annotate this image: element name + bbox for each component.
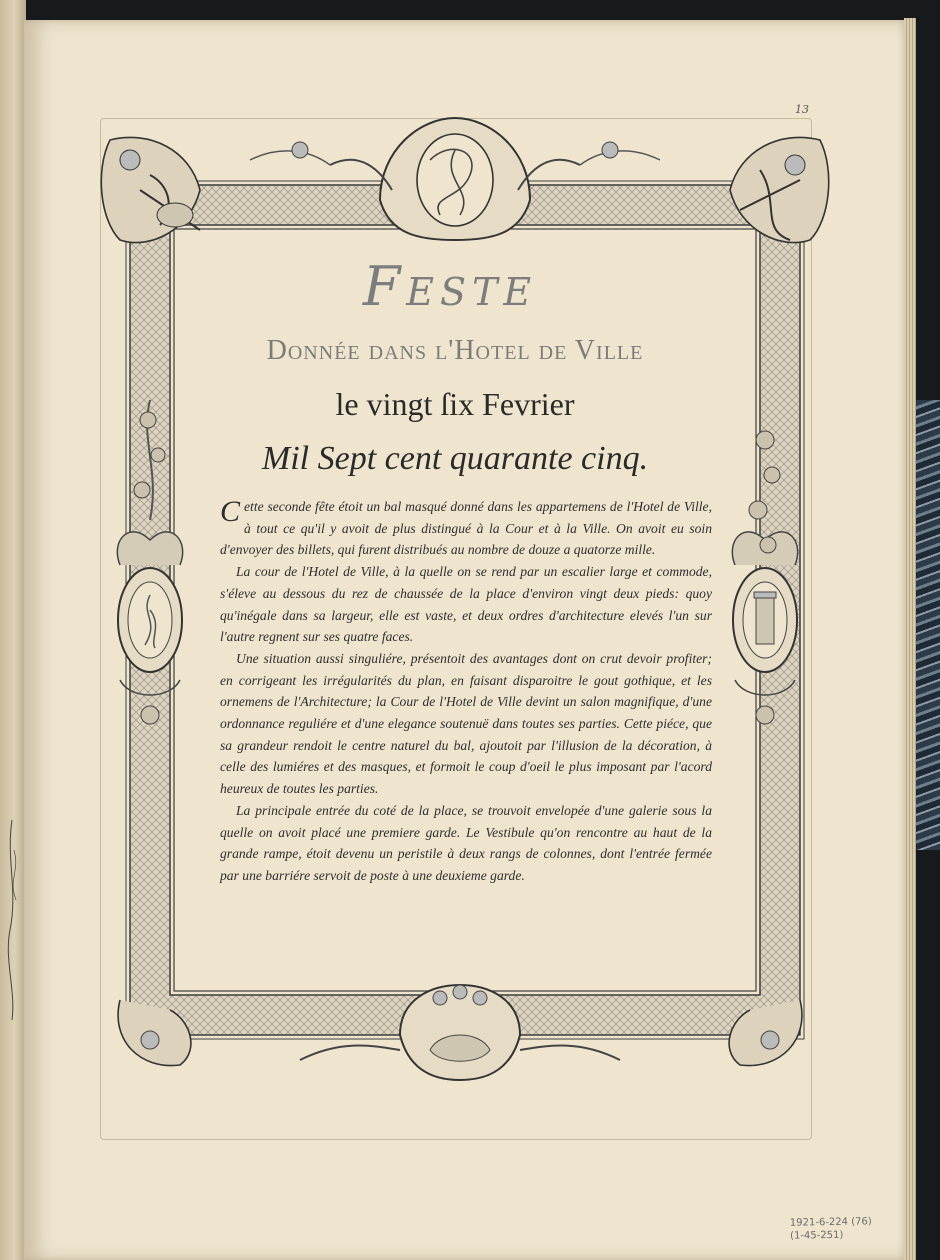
flame-medallion-icon	[117, 532, 182, 695]
body-text	[220, 496, 712, 887]
year-line: Mil Sept cent quarante cinq.	[261, 440, 649, 477]
accession-number: 1921-6-224 (76) (1-45-251)	[789, 1216, 872, 1242]
subtitle: Donnée dans l'Hotel de Ville	[266, 335, 644, 366]
page-number: 13	[795, 103, 809, 116]
paragraph-2: La cour de l'Hotel de Ville, à la quelle on se rend par un escalier large et commode, s'éleve au dessous du rez de chaussée de la place d'environ vingt deux pieds: quoy qu'inégale dans sa largeur, elle est vaste, et deux ordres d'architecture elevés l'un sur l'autre regnent sur ses quatre faces.	[220, 564, 712, 645]
paragraph-3: Une situation aussi singuliére, présentoit des avantages dont on crut devoir profiter; en corrigeant les irrégularités du plan, en faisant disparoitre le gout gothique, et les ornemens de l'Architecture; la Cour de l'Hotel de Ville devint un salon magnifique, d'une ordonnance reguliére et d'une elegance soutenuë dans toutes ses parties. Cette piéce, que sa grandeur rendoit le centre naturel du bal, ajoutoit par l'illusion de la décoration, à celle des lumiéres et des masques, et formoit le coup d'oeil le plus imposant par l'acord heureux de toutes les parties.	[220, 650, 712, 797]
date-line: le vingt ſix Fevrier	[335, 386, 575, 422]
drop-cap: C	[220, 495, 241, 528]
paragraph-4: La principale entrée du coté de la place, se trouvoit envelopée d'une galerie sous la quelle on avoit placé une premiere garde. Le Vestibule qu'on rencontre au haut de la grande rampe, étoit devenu un peristile à deux rangs de colonnes, dont l'entrée fermée par une barriére servoit de poste à une deuxieme garde.	[220, 802, 712, 883]
musical-trophy-icon	[101, 137, 200, 242]
top-right-trophy-icon	[730, 137, 829, 242]
title-feste: Feste	[362, 255, 538, 318]
paragraph-1: Cette seconde fête étoit un bal masqué donné dans les appartemens de l'Hotel de Ville, à tout ce qu'il y avoit de plus distingué à la Cour et à la Ville. On avoit eu soin d'envoyer des billets, qui furent distribués au nombre de douze a quatorze mille.	[220, 495, 712, 558]
